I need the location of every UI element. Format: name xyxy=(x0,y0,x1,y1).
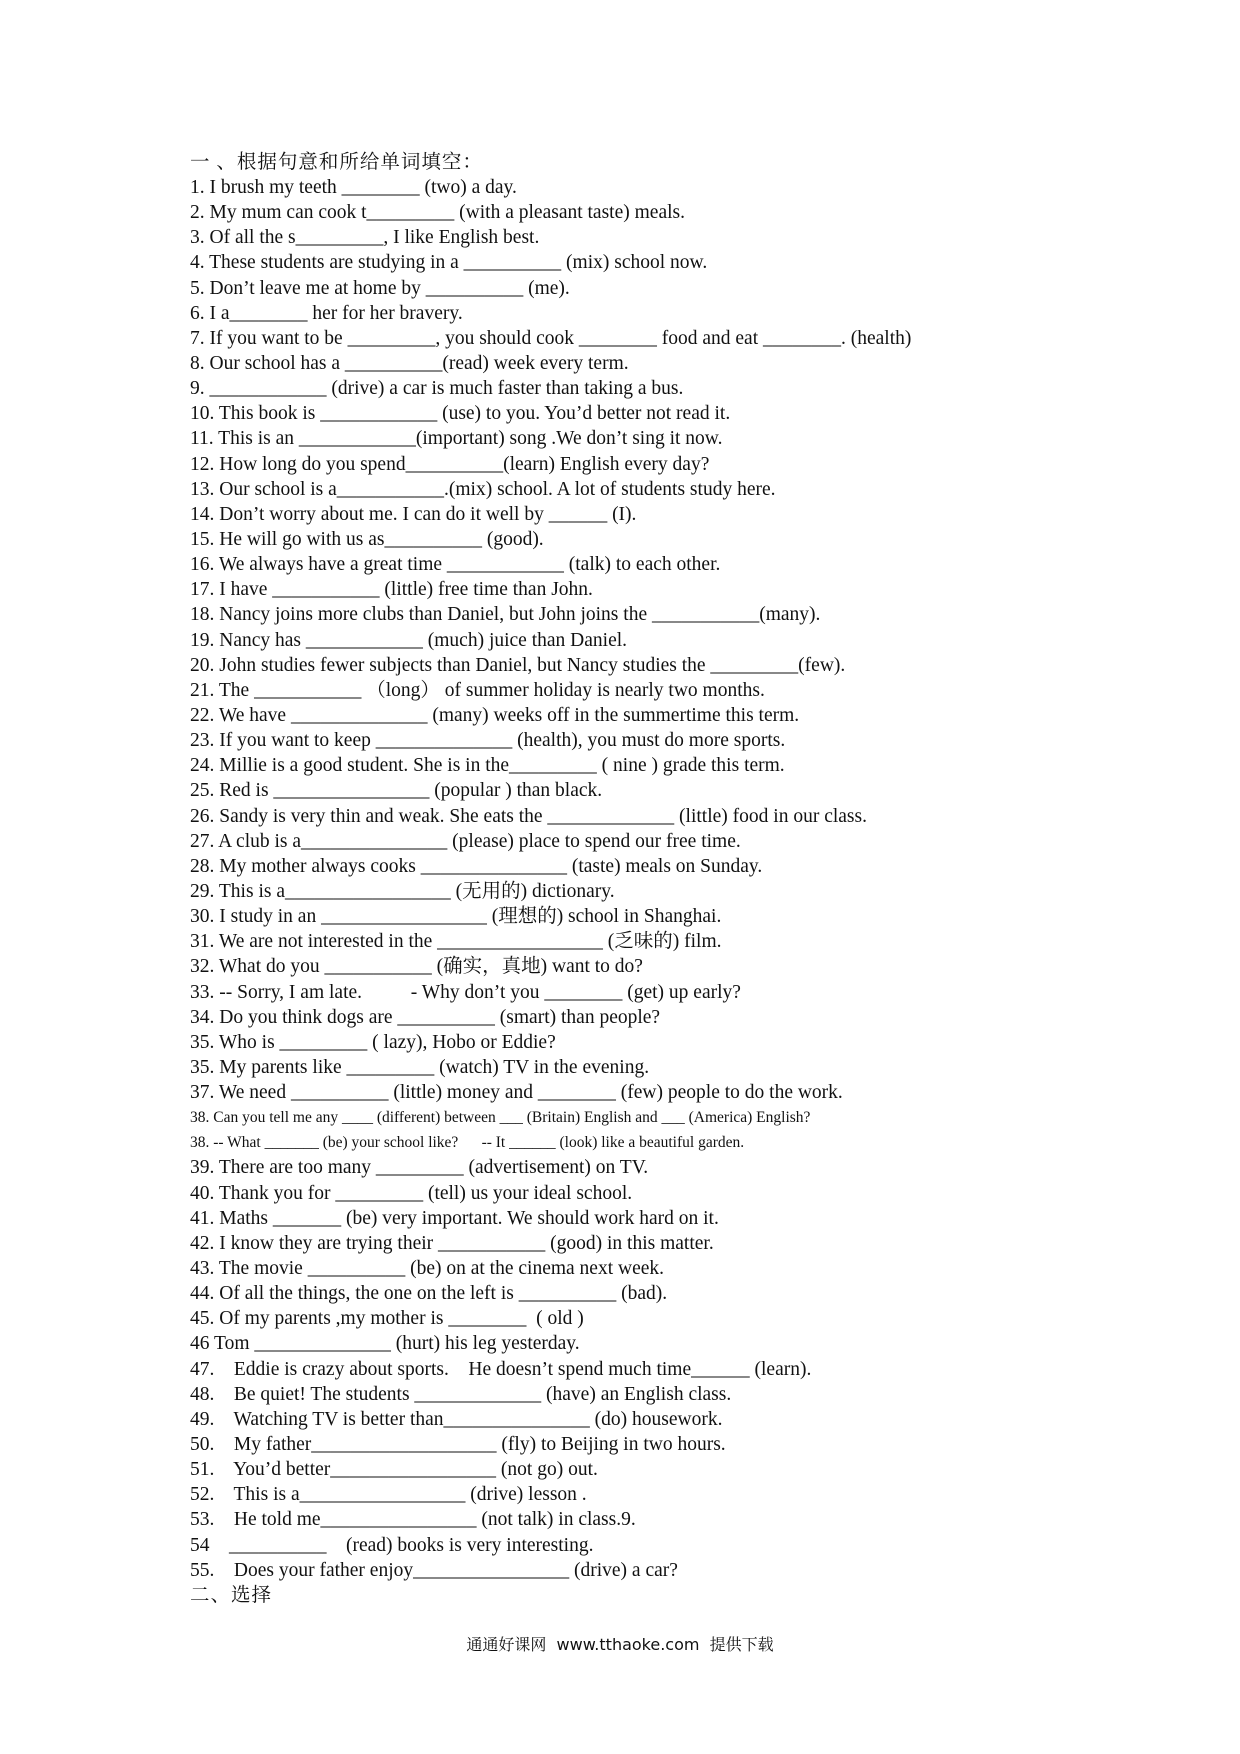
exercise-item: 37. We need __________ (little) money and ________ (few) people to do the work. xyxy=(190,1082,843,1104)
exercise-item: 45. Of my parents ,my mother is ________ ( old ) xyxy=(190,1308,584,1330)
exercise-item: 9. ____________ (drive) a car is much faster than taking a bus. xyxy=(190,378,684,400)
exercise-item: 17. I have ___________ (little) free time than John. xyxy=(190,579,593,601)
exercise-item: 42. I know they are trying their ___________ (good) in this matter. xyxy=(190,1232,714,1254)
exercise-item: 7. If you want to be _________, you should cook ________ food and eat ________. (health) xyxy=(190,327,912,349)
exercise-item: 13. Our school is a___________.(mix) school. A lot of students study here. xyxy=(190,478,776,500)
exercise-item: 22. We have ______________ (many) weeks off in the summertime this term. xyxy=(190,704,800,726)
exercise-item: 23. If you want to keep ______________ (health), you must do more sports. xyxy=(190,730,786,752)
section-two-title: 二、选择 xyxy=(190,1584,273,1606)
exercise-item: 49. Watching TV is better than_______________ (do) housework. xyxy=(190,1408,723,1430)
exercise-item: 30. I study in an _________________ (理想的) school in Shanghai. xyxy=(190,906,722,928)
exercise-item: 18. Nancy joins more clubs than Daniel, but John joins the ___________(many). xyxy=(190,604,821,626)
exercise-item: 54 __________ (read) books is very interesting. xyxy=(190,1534,594,1556)
exercise-item: 41. Maths _______ (be) very important. We should work hard on it. xyxy=(190,1207,719,1229)
exercise-item: 35. My parents like _________ (watch) TV in the evening. xyxy=(190,1056,650,1078)
exercise-item: 35. Who is _________ ( lazy), Hobo or Eddie? xyxy=(190,1031,556,1053)
exercise-item: 20. John studies fewer subjects than Daniel, but Nancy studies the _________(few). xyxy=(190,654,846,676)
exercise-item: 43. The movie __________ (be) on at the cinema next week. xyxy=(190,1258,665,1280)
exercise-item: 16. We always have a great time ____________ (talk) to each other. xyxy=(190,554,721,576)
exercise-item: 26. Sandy is very thin and weak. She eats the _____________ (little) food in our class. xyxy=(190,805,867,827)
exercise-item: 48. Be quiet! The students _____________ (have) an English class. xyxy=(190,1383,732,1405)
exercise-item: 6. I a________ her for her bravery. xyxy=(190,302,463,324)
exercise-item: 46 Tom ______________ (hurt) his leg yesterday. xyxy=(190,1333,580,1355)
exercise-item: 38. -- What _______ (be) your school like? -- It ______ (look) like a beautiful garden. xyxy=(190,1134,745,1152)
exercise-item: 39. There are too many _________ (advertisement) on TV. xyxy=(190,1157,649,1179)
exercise-list xyxy=(190,175,1200,1583)
exercise-item: 29. This is a_________________ (无用的) dictionary. xyxy=(190,880,615,902)
exercise-item: 15. He will go with us as__________ (good). xyxy=(190,528,544,550)
exercise-item: 27. A club is a_______________ (please) place to spend our free time. xyxy=(190,830,741,852)
exercise-item: 33. -- Sorry, I am late. - Why don’t you ________ (get) up early? xyxy=(190,981,741,1003)
exercise-item: 21. The ___________ （long） of summer holiday is nearly two months. xyxy=(190,679,765,701)
exercise-item: 11. This is an ____________(important) song .We don’t sing it now. xyxy=(190,428,723,450)
footer-download-note: 通通好课网 www.tthaoke.com 提供下载 xyxy=(466,1635,774,1654)
exercise-item: 55. Does your father enjoy________________ (drive) a car? xyxy=(190,1559,678,1581)
exercise-item: 50. My father___________________ (fly) to Beijing in two hours. xyxy=(190,1434,726,1456)
exercise-item: 53. He told me________________ (not talk) in class.9. xyxy=(190,1509,636,1531)
exercise-item: 38. Can you tell me any ____ (different) between ___ (Britain) English and ___ (America) English? xyxy=(190,1109,811,1127)
exercise-item: 12. How long do you spend__________(learn) English every day? xyxy=(190,453,710,475)
exercise-item: 28. My mother always cooks _______________ (taste) meals on Sunday. xyxy=(190,855,763,877)
exercise-item: 10. This book is ____________ (use) to you. You’d better not read it. xyxy=(190,403,731,425)
section-one-title: 一 、根据句意和所给单词填空： xyxy=(190,152,483,173)
exercise-item: 25. Red is ________________ (popular ) than black. xyxy=(190,780,603,802)
exercise-item: 5. Don’t leave me at home by __________ (me). xyxy=(190,277,570,299)
exercise-item: 4. These students are studying in a __________ (mix) school now. xyxy=(190,252,708,274)
exercise-item: 40. Thank you for _________ (tell) us your ideal school. xyxy=(190,1182,633,1204)
exercise-item: 31. We are not interested in the _________________ (乏味的) film. xyxy=(190,931,722,953)
worksheet xyxy=(190,150,1200,1608)
exercise-item: 52. This is a_________________ (drive) lesson . xyxy=(190,1484,587,1506)
exercise-item: 44. Of all the things, the one on the left is __________ (bad). xyxy=(190,1283,668,1305)
exercise-item: 8. Our school has a __________(read) week every term. xyxy=(190,352,629,374)
exercise-item: 1. I brush my teeth ________ (two) a day. xyxy=(190,177,517,198)
exercise-item: 19. Nancy has ____________ (much) juice than Daniel. xyxy=(190,629,628,651)
exercise-item: 47. Eddie is crazy about sports. He doesn’t spend much time______ (learn). xyxy=(190,1358,812,1380)
exercise-item: 2. My mum can cook t_________ (with a pleasant taste) meals. xyxy=(190,202,685,224)
exercise-item: 14. Don’t worry about me. I can do it well by ______ (I). xyxy=(190,503,637,525)
exercise-item: 32. What do you ___________ (确实，真地) want to do? xyxy=(190,956,643,978)
exercise-item: 3. Of all the s_________, I like English best. xyxy=(190,227,540,249)
exercise-item: 24. Millie is a good student. She is in the_________ ( nine ) grade this term. xyxy=(190,755,785,777)
exercise-item: 51. You’d better_________________ (not go) out. xyxy=(190,1459,598,1481)
exercise-item: 34. Do you think dogs are __________ (smart) than people? xyxy=(190,1006,661,1028)
